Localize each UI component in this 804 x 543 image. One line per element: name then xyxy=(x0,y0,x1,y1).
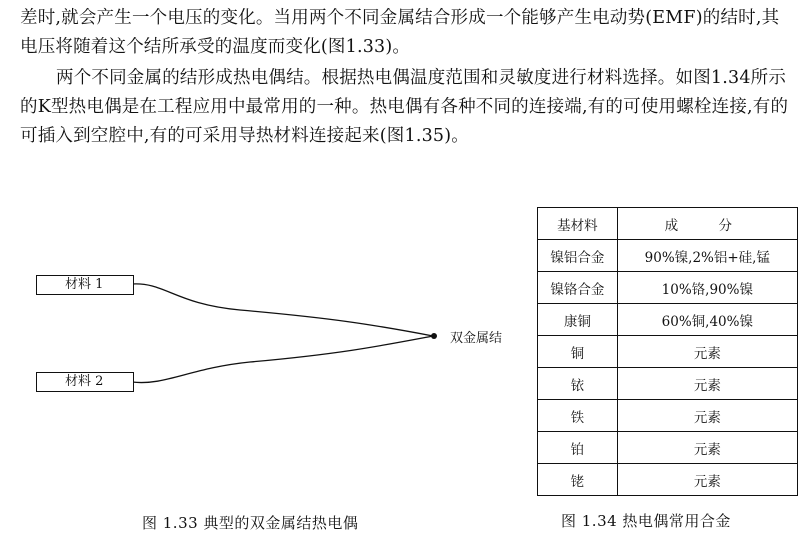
table-header-row xyxy=(538,208,798,240)
composition-cell: 元素 xyxy=(617,368,797,400)
table-row xyxy=(538,400,798,432)
material-1-box: 材料 1 xyxy=(36,275,134,295)
table-row xyxy=(538,432,798,464)
paragraph-2-text: 两个不同金属的结形成热电偶结。根据热电偶温度范围和灵敏度进行材料选择。如图1.34所示的K型热电偶是在工程应用中最常用的一种。热电偶有各种不同的连接端,有的可使用螺栓连接,有的可插入到空腔中,有的可采用导热材料连接起来(图1.35)。 xyxy=(20,68,789,146)
table-row xyxy=(538,272,798,304)
figure-1-34-caption: 图 1.34 热电偶常用合金 xyxy=(561,512,731,530)
paragraph-2 xyxy=(20,64,792,151)
alloy-table xyxy=(537,207,798,496)
wire-1 xyxy=(132,284,433,336)
table-row xyxy=(538,464,798,496)
composition-cell: 60%铜,40%镍 xyxy=(617,304,797,336)
table-row xyxy=(538,304,798,336)
material-2-box: 材料 2 xyxy=(36,372,134,392)
header-composition: 成 分 xyxy=(617,208,797,240)
composition-cell: 元素 xyxy=(617,432,797,464)
base-material-cell: 铑 xyxy=(538,464,618,496)
wire-2 xyxy=(132,336,433,383)
composition-cell: 元素 xyxy=(617,464,797,496)
base-material-cell: 镍铝合金 xyxy=(538,240,618,272)
junction-dot xyxy=(431,333,437,339)
composition-cell: 10%铬,90%镍 xyxy=(617,272,797,304)
junction-label: 双金属结 xyxy=(450,331,503,346)
base-material-cell: 铂 xyxy=(538,432,618,464)
table-row xyxy=(538,368,798,400)
composition-cell: 元素 xyxy=(617,336,797,368)
base-material-cell: 铜 xyxy=(538,336,618,368)
table-row xyxy=(538,336,798,368)
thermocouple-diagram xyxy=(30,262,510,412)
base-material-cell: 铁 xyxy=(538,400,618,432)
paragraph-1: 差时,就会产生一个电压的变化。当用两个不同金属结合形成一个能够产生电动势(EMF)的结时,其电压将随着这个结所承受的温度而变化(图1.33)。 xyxy=(20,8,780,57)
composition-cell: 90%镍,2%铝+硅,锰 xyxy=(617,240,797,272)
header-base-material: 基材料 xyxy=(538,208,618,240)
base-material-cell: 镍铬合金 xyxy=(538,272,618,304)
composition-cell: 元素 xyxy=(617,400,797,432)
base-material-cell: 康铜 xyxy=(538,304,618,336)
base-material-cell: 铱 xyxy=(538,368,618,400)
figure-1-33-caption: 图 1.33 典型的双金属结热电偶 xyxy=(142,514,359,532)
table-row xyxy=(538,240,798,272)
